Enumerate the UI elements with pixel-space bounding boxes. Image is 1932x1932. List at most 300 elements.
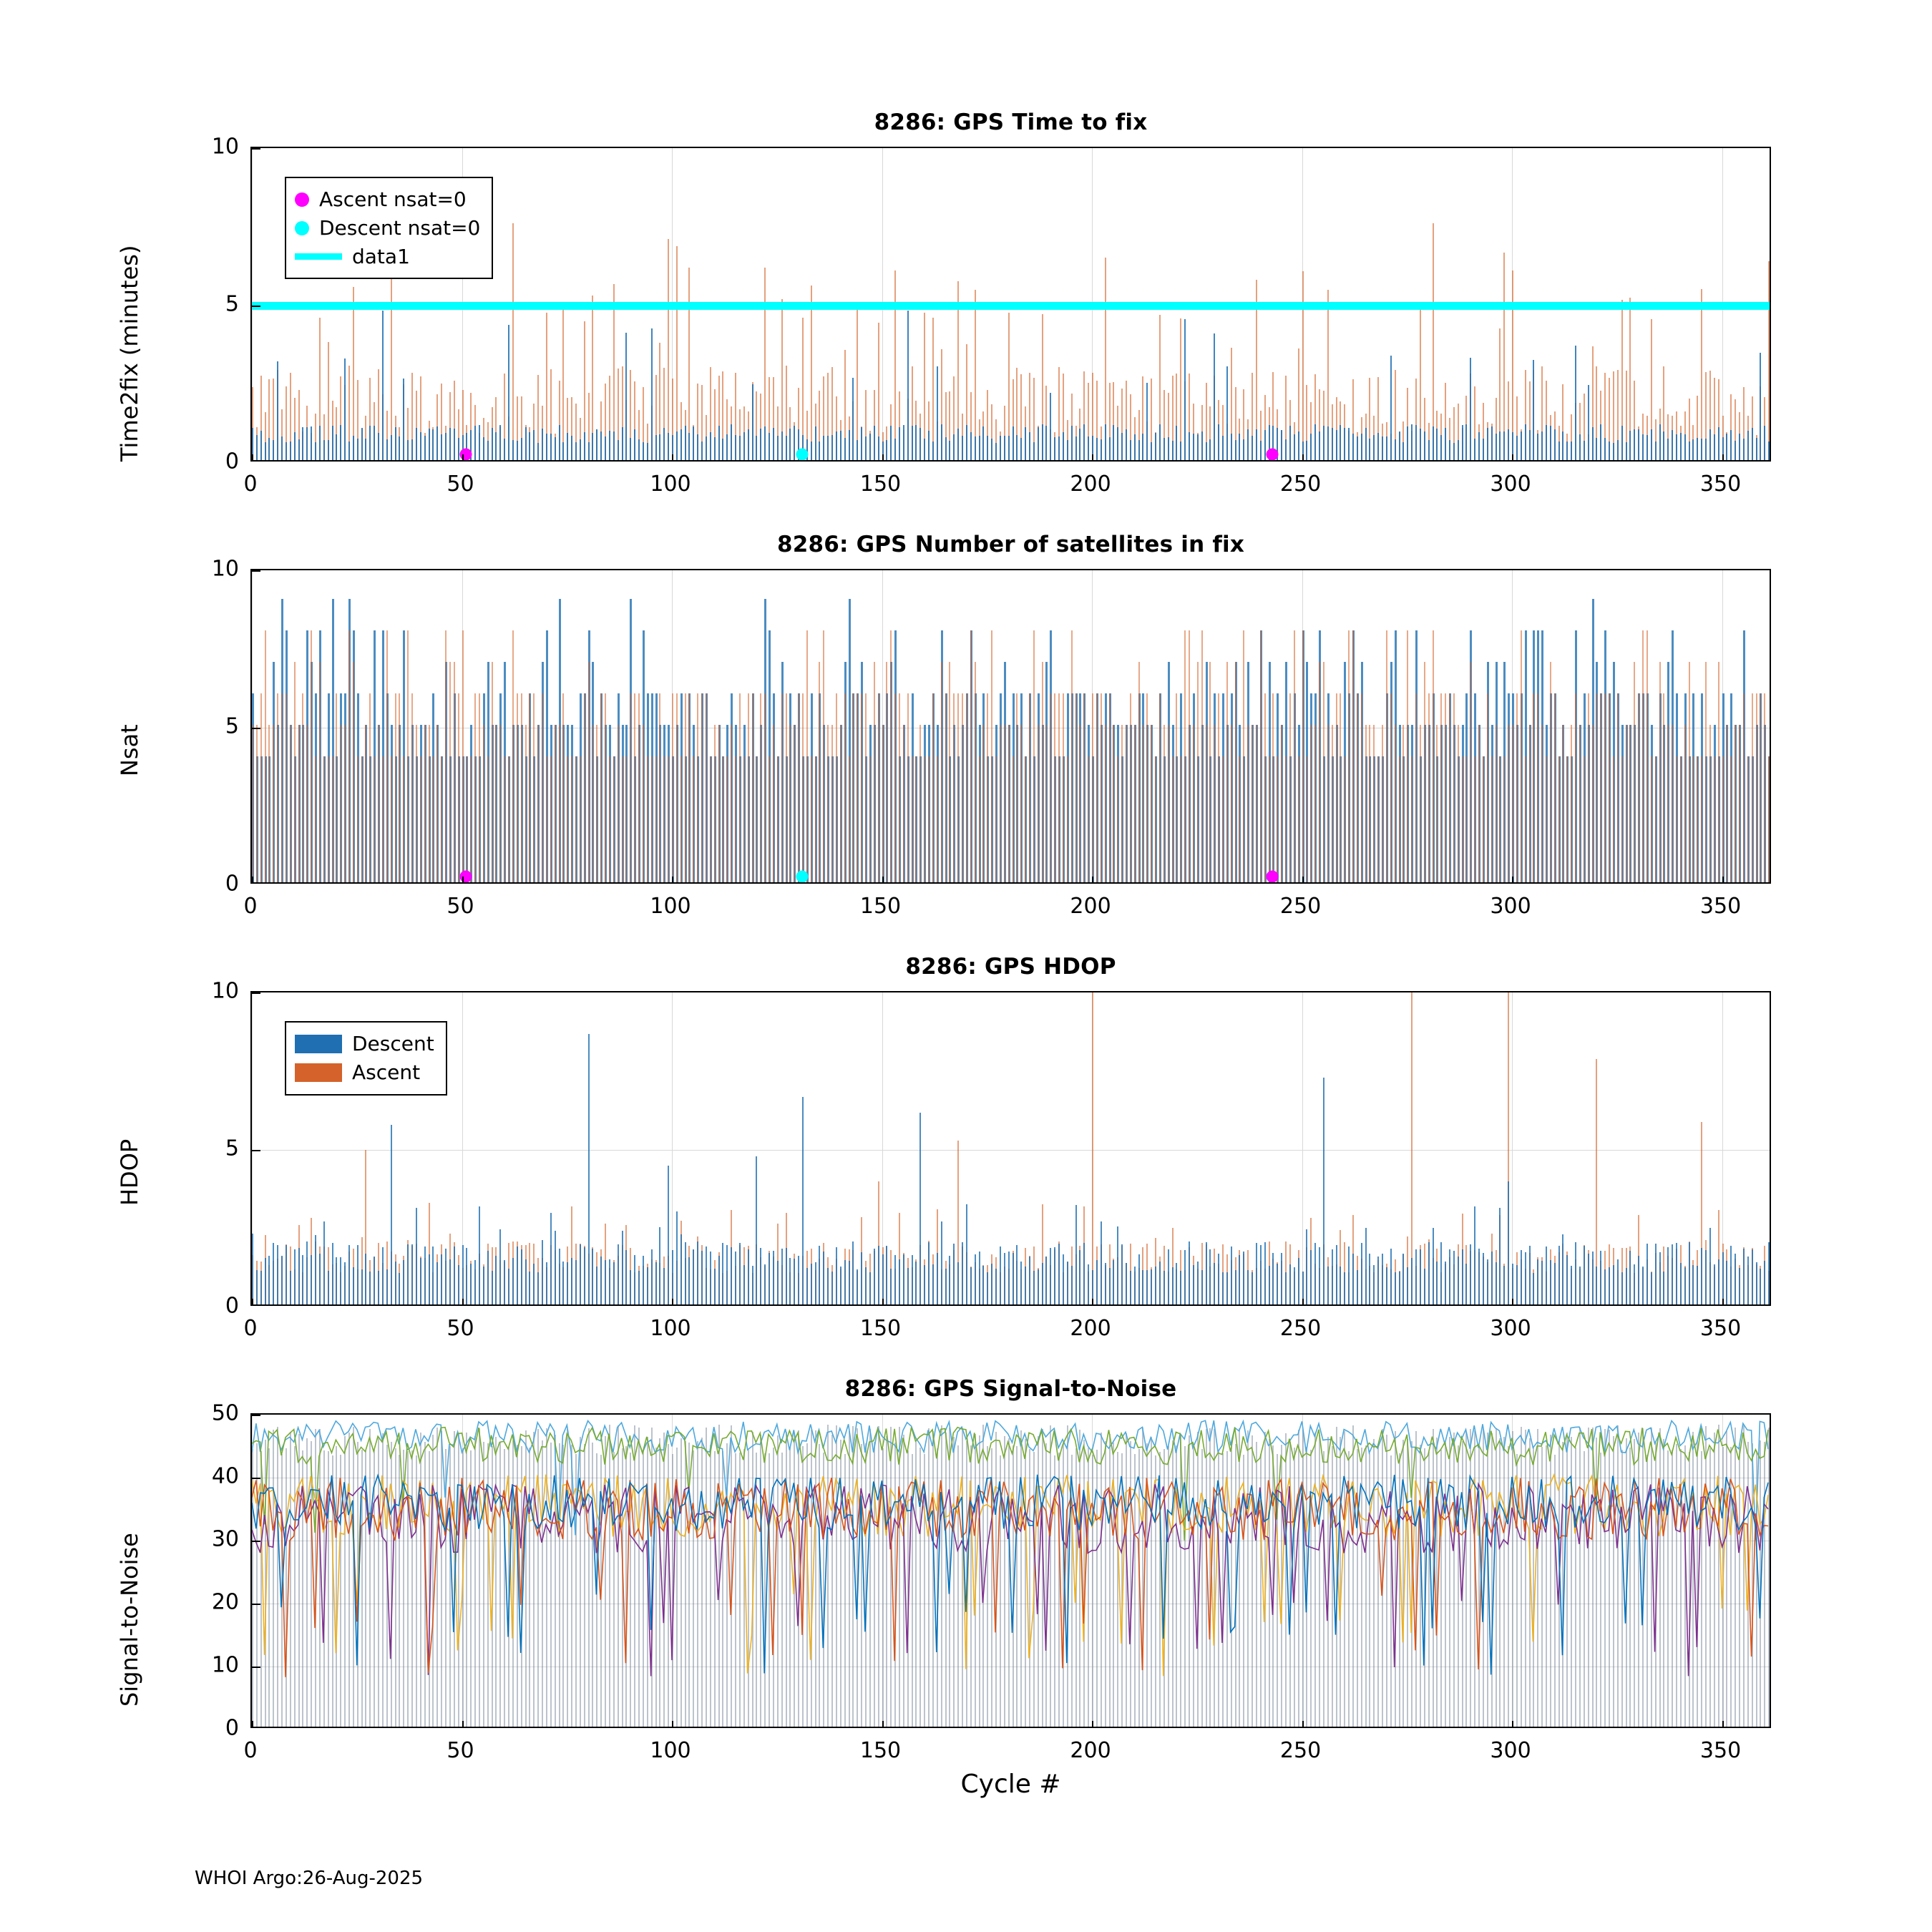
data-bar	[571, 1258, 572, 1305]
data-bar	[399, 436, 400, 460]
data-bar	[1121, 1244, 1123, 1304]
data-bar	[1743, 693, 1745, 882]
data-bar	[1709, 429, 1711, 460]
data-bar	[1600, 693, 1601, 882]
data-bar	[1151, 725, 1152, 882]
data-bar	[378, 433, 379, 460]
data-bar	[1058, 1244, 1060, 1304]
data-bar	[454, 1246, 455, 1304]
data-bar	[915, 756, 917, 882]
data-bar	[592, 433, 593, 460]
data-bar	[1336, 693, 1337, 882]
data-bar	[794, 725, 795, 882]
data-bar	[680, 756, 682, 882]
data-bar	[353, 287, 354, 460]
data-bar	[1411, 756, 1413, 882]
data-bar	[1739, 725, 1740, 882]
data-bar	[1285, 756, 1287, 882]
data-bar	[1113, 425, 1114, 460]
data-bar	[1642, 1267, 1644, 1304]
data-bar	[1508, 429, 1509, 460]
x-tickmark	[1092, 877, 1093, 884]
data-bar	[420, 1258, 421, 1304]
data-bar	[928, 431, 930, 460]
data-bar	[781, 431, 783, 460]
data-bar	[382, 1247, 384, 1304]
data-bar	[1747, 1257, 1749, 1304]
data-bar	[1033, 442, 1035, 460]
data-bar	[760, 1248, 761, 1304]
data-bar	[1402, 442, 1404, 460]
data-bar	[1680, 756, 1682, 882]
data-bar	[1617, 440, 1619, 460]
data-bar	[849, 430, 850, 460]
data-bar	[1399, 756, 1400, 882]
data-bar	[1453, 1251, 1455, 1304]
data-bar	[1260, 441, 1262, 460]
y-tickmark	[252, 1604, 260, 1605]
data-bar	[672, 693, 673, 882]
data-bar	[1277, 756, 1278, 882]
data-bar	[663, 1268, 665, 1304]
data-bar	[1730, 756, 1732, 882]
data-bar	[1105, 1263, 1106, 1304]
data-bar	[1319, 431, 1320, 460]
data-bar	[777, 1261, 779, 1304]
data-bar	[1525, 1252, 1526, 1304]
ylabel-hdop: HDOP	[116, 1138, 143, 1206]
data-bar	[718, 1256, 720, 1304]
data-bar	[1579, 434, 1581, 460]
data-bar	[1075, 436, 1077, 460]
data-bar	[407, 1244, 409, 1304]
data-bar	[550, 434, 552, 460]
data-bar	[499, 425, 501, 460]
data-bar	[1768, 756, 1770, 882]
data-bar	[1004, 436, 1005, 460]
data-bar	[1025, 427, 1026, 460]
data-bar	[823, 436, 824, 460]
data-bar	[618, 1244, 619, 1304]
data-bar	[1609, 441, 1610, 460]
y-tickmark	[252, 1150, 260, 1151]
x-tickmark	[1302, 454, 1304, 462]
data-bar	[596, 725, 597, 882]
data-bar	[836, 431, 837, 460]
data-bar	[798, 1256, 799, 1304]
data-bar	[786, 436, 787, 460]
data-bar	[1584, 756, 1585, 882]
data-bar	[1689, 1242, 1690, 1304]
data-bar	[268, 725, 270, 882]
data-bar	[1008, 1252, 1010, 1304]
data-bar	[991, 630, 992, 882]
data-bar	[1222, 756, 1224, 882]
data-bar	[1016, 435, 1018, 460]
data-bar	[441, 434, 442, 460]
data-bar	[630, 693, 631, 882]
data-bar	[495, 1256, 497, 1304]
data-bar	[1760, 1269, 1761, 1304]
data-bar	[1735, 1254, 1736, 1304]
data-bar	[1038, 427, 1039, 460]
data-bar	[474, 693, 476, 882]
data-bar	[1533, 693, 1534, 882]
data-bar	[1709, 725, 1711, 882]
x-tick-label: 150	[859, 894, 902, 919]
data-bar	[819, 441, 820, 460]
data-bar	[294, 432, 296, 460]
data-bar	[890, 630, 892, 882]
data-bar	[710, 432, 711, 460]
data-bar	[773, 725, 774, 882]
data-bar	[945, 693, 947, 882]
data-bar	[1646, 630, 1648, 882]
data-bar	[525, 725, 527, 882]
data-bar	[1130, 1271, 1131, 1304]
data-bar	[1025, 1267, 1026, 1304]
data-bar	[353, 1267, 354, 1304]
data-bar	[857, 308, 858, 460]
data-bar	[735, 756, 736, 882]
data-bar	[302, 693, 303, 882]
data-bar	[1575, 693, 1576, 882]
data-bar	[714, 437, 716, 460]
data-bar	[1079, 429, 1080, 460]
data-bar	[1433, 1228, 1434, 1304]
data-bar	[588, 662, 590, 882]
data-bar	[852, 378, 854, 460]
data-bar	[1344, 428, 1345, 460]
data-bar	[688, 433, 690, 460]
data-bar	[756, 756, 757, 882]
data-bar	[281, 693, 283, 882]
data-bar	[499, 1229, 501, 1304]
data-bar	[789, 725, 791, 882]
data-bar	[466, 756, 467, 882]
data-bar	[638, 1271, 640, 1304]
data-bar	[1424, 1269, 1425, 1304]
data-bar	[1584, 441, 1585, 460]
data-bar	[1184, 1250, 1186, 1304]
data-bar	[739, 1243, 741, 1304]
data-bar	[1352, 1254, 1354, 1304]
data-bar	[605, 693, 606, 882]
data-bar	[1020, 438, 1022, 460]
data-bar	[697, 1241, 698, 1304]
data-bar	[1512, 725, 1513, 882]
data-bar	[1382, 725, 1383, 882]
x-tickmark	[1722, 1299, 1724, 1306]
x-tick-label: 200	[1070, 1738, 1111, 1763]
data-bar	[613, 1262, 615, 1304]
data-bar	[865, 1267, 867, 1304]
x-tickmark	[252, 1299, 253, 1306]
data-bar	[1420, 725, 1421, 882]
x-tick-label: 200	[1070, 894, 1111, 919]
data-bar	[982, 426, 984, 460]
data-bar	[1554, 693, 1556, 882]
data-bar	[319, 426, 321, 460]
x-tick-label: 200	[1070, 1316, 1111, 1341]
data-bar	[1121, 725, 1123, 882]
data-bar	[903, 425, 904, 460]
data-bar	[1361, 434, 1362, 460]
data-bar	[348, 441, 350, 460]
data-bar	[374, 756, 375, 882]
data-bar	[495, 432, 497, 460]
data-bar	[483, 437, 484, 460]
data-bar	[1369, 725, 1370, 882]
data-bar	[1159, 693, 1161, 882]
data-bar	[1314, 1243, 1316, 1304]
data-bar	[302, 1255, 303, 1304]
data-bar	[1752, 1249, 1753, 1304]
data-bar	[1420, 1249, 1421, 1304]
data-bar	[483, 725, 484, 882]
y-tick-label: 30	[211, 1526, 239, 1552]
data-bar	[1525, 424, 1526, 460]
data-bar	[1058, 436, 1060, 460]
data-bar	[731, 1247, 732, 1304]
y-tick-label: 10	[211, 978, 239, 1004]
data-bar	[1508, 1181, 1509, 1304]
data-bar	[1659, 1252, 1661, 1304]
data-bar	[1310, 434, 1312, 460]
data-bar	[391, 1125, 392, 1304]
data-bar	[1537, 434, 1538, 461]
data-bar	[1692, 439, 1694, 460]
data-bar	[878, 693, 879, 882]
data-bar	[458, 1265, 459, 1304]
data-bar	[937, 366, 938, 460]
data-bar	[1571, 441, 1572, 460]
data-bar	[596, 429, 597, 460]
data-bar	[1016, 693, 1018, 882]
data-bar	[1411, 424, 1413, 460]
data-bar	[1252, 436, 1253, 460]
data-bar	[655, 435, 657, 460]
data-bar	[386, 1269, 388, 1304]
y-tick-label: 5	[225, 291, 239, 317]
data-bar	[1096, 438, 1098, 460]
data-bar	[1000, 725, 1001, 882]
data-bar	[1289, 1264, 1291, 1304]
data-bar	[1218, 1254, 1219, 1304]
data-bar	[1159, 424, 1161, 460]
data-bar	[1092, 991, 1093, 1304]
data-bar	[1718, 427, 1719, 460]
data-bar	[932, 693, 934, 882]
data-bar	[1029, 693, 1030, 882]
data-bar	[651, 756, 653, 882]
data-bar	[588, 1034, 590, 1304]
data-bar	[1722, 756, 1724, 882]
x-tick-label: 50	[447, 1316, 474, 1341]
data-bar	[1071, 426, 1073, 460]
data-bar	[1705, 662, 1707, 882]
x-tick-label: 150	[859, 1316, 902, 1341]
data-bar	[1109, 1268, 1111, 1304]
panel-nsat	[116, 532, 1771, 919]
data-bar	[1415, 425, 1417, 460]
legend-label: Ascent	[352, 1060, 421, 1084]
data-bar	[1264, 1242, 1266, 1304]
y-tick-label: 5	[225, 713, 239, 739]
data-bar	[912, 426, 913, 460]
data-bar	[504, 756, 505, 882]
data-bar	[1629, 431, 1631, 460]
data-bar	[1130, 693, 1131, 882]
data-bar	[1428, 693, 1430, 882]
data-bar	[1638, 693, 1639, 882]
y-tick-label: 10	[211, 1652, 239, 1678]
x-tickmark	[462, 1721, 464, 1728]
data-bar	[1365, 428, 1367, 460]
data-bar	[1651, 429, 1652, 460]
data-bar	[1088, 756, 1089, 882]
data-bar	[1340, 425, 1341, 460]
data-bar	[395, 427, 396, 460]
data-bar	[260, 1271, 262, 1304]
y-tick-label: 0	[225, 449, 239, 474]
data-bar	[899, 1259, 900, 1304]
data-bar	[1386, 630, 1387, 882]
data-bar	[1117, 1226, 1118, 1304]
data-bar	[752, 693, 753, 882]
data-bar	[857, 693, 858, 882]
data-bar	[555, 1231, 556, 1304]
data-bar	[1033, 1271, 1035, 1304]
data-bar	[348, 1245, 350, 1304]
data-bar	[454, 662, 455, 882]
data-bar	[479, 1206, 480, 1304]
data-bar	[1433, 426, 1434, 460]
y-tickmark	[252, 1415, 260, 1416]
data-bar	[979, 1252, 980, 1304]
data-bar	[562, 693, 564, 882]
data-bar	[941, 1221, 942, 1304]
data-bar	[1521, 431, 1522, 461]
data-bar	[1575, 1242, 1576, 1304]
data-bar	[512, 440, 514, 460]
x-tickmark	[672, 1721, 673, 1728]
data-bar	[470, 756, 472, 882]
data-bar	[429, 725, 430, 882]
data-bar	[1689, 441, 1690, 460]
data-bar	[1626, 1268, 1627, 1305]
data-bar	[319, 1254, 321, 1304]
data-bar	[894, 693, 896, 882]
data-bar	[1474, 756, 1475, 882]
data-bar	[647, 1267, 648, 1304]
x-tickmark	[252, 1721, 253, 1728]
data-bar	[1680, 1263, 1682, 1304]
data-bar	[1042, 1263, 1043, 1304]
data-bar	[290, 1271, 291, 1304]
data-bar	[1075, 1205, 1077, 1304]
data-bar	[546, 756, 547, 882]
data-bar	[1209, 662, 1211, 882]
data-bar	[811, 441, 812, 460]
data-bar	[739, 436, 741, 460]
data-bar	[1243, 1252, 1244, 1304]
data-bar	[726, 756, 728, 882]
data-bar	[365, 725, 366, 882]
data-bar	[1008, 436, 1010, 460]
x-tickmark	[1722, 1721, 1724, 1728]
data-bar	[424, 1246, 426, 1304]
data-bar	[521, 1249, 522, 1304]
data-bar	[344, 358, 346, 460]
data-bar	[722, 756, 723, 882]
data-bar	[672, 1250, 673, 1304]
data-bar	[676, 1211, 678, 1304]
data-bar	[1260, 630, 1262, 882]
data-bar	[1541, 725, 1543, 882]
data-bar	[395, 1262, 396, 1304]
data-bar	[647, 756, 648, 882]
data-bar	[1701, 289, 1702, 460]
data-bar	[306, 427, 308, 460]
data-bar	[256, 435, 258, 460]
data-bar	[600, 431, 602, 460]
legend-marker-descent-nsat0	[295, 221, 309, 235]
x-tickmark	[1722, 877, 1724, 884]
data-bar	[1264, 693, 1266, 882]
data-bar	[861, 427, 862, 460]
data-bar	[1168, 1249, 1169, 1304]
data-bar	[533, 430, 535, 460]
data-bar	[831, 1272, 833, 1304]
data-bar	[1496, 1262, 1497, 1304]
data-bar	[1235, 440, 1236, 460]
data-bar	[436, 426, 438, 460]
data-bar	[1541, 1261, 1543, 1304]
data-bar	[1285, 439, 1287, 460]
data-bar	[907, 693, 909, 882]
data-bar	[432, 429, 434, 460]
y-tickmark	[252, 570, 260, 572]
x-tickmark	[1092, 1721, 1093, 1728]
data-bar	[487, 756, 489, 882]
data-bar	[823, 1252, 824, 1304]
data-bar	[625, 756, 627, 882]
data-bar	[449, 662, 451, 882]
data-bar	[1692, 1265, 1694, 1304]
data-bar	[798, 693, 799, 882]
x-tickmark	[672, 877, 673, 884]
data-bar	[865, 693, 867, 882]
data-bar	[1226, 366, 1228, 460]
x-tick-label: 350	[1699, 1738, 1742, 1763]
data-bar	[1478, 725, 1480, 882]
data-bar	[844, 438, 846, 460]
legend-swatch-descent	[295, 1035, 342, 1053]
x-tickmark	[672, 454, 673, 462]
data-bar	[1546, 1246, 1547, 1304]
data-bar	[1503, 253, 1505, 460]
data-bar	[1621, 756, 1623, 882]
data-bar	[756, 436, 757, 460]
data-bar	[1323, 662, 1324, 882]
data-bar	[492, 428, 493, 460]
data-bar	[970, 630, 972, 882]
data-bar	[1537, 693, 1538, 882]
data-bar	[1214, 333, 1215, 460]
data-bar	[357, 1245, 358, 1304]
data-bar	[1386, 436, 1387, 460]
